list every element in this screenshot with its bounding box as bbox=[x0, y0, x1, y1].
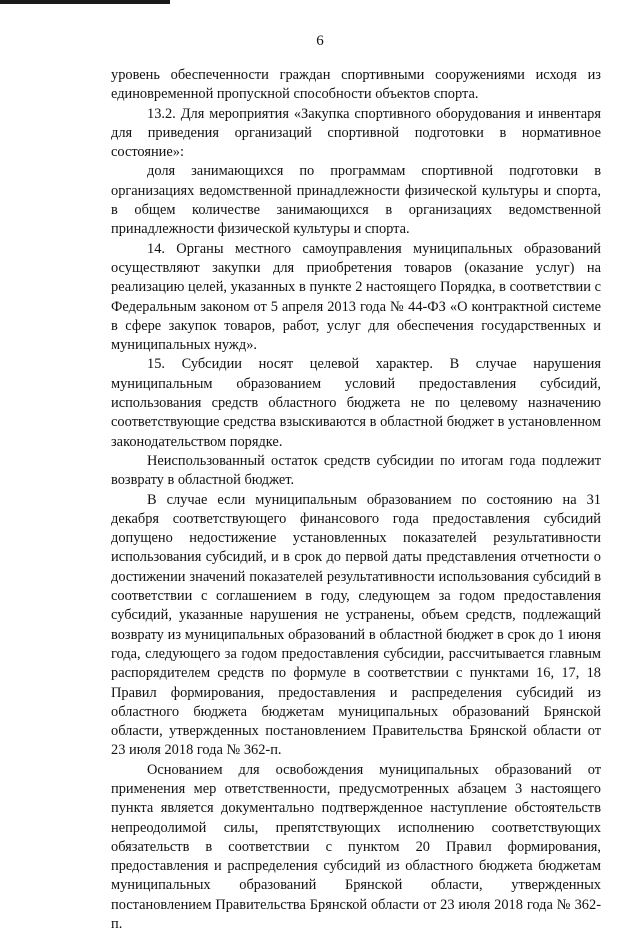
document-body bbox=[111, 66, 601, 934]
paragraph-14: 14. Органы местного самоуправления муниципальных образований осуществляют закупки для приобретения товаров (оказание услуг) на реализацию целей, указанных в пункте 2 настоящего Порядка, в соответствии с Федеральным законом от 5 апреля 2013 года № 44-ФЗ «О контрактной системе в сфере закупок товаров, работ, услуг для обеспечения государственных и муниципальных нужд». bbox=[111, 240, 601, 354]
page-number: 6 bbox=[316, 33, 324, 49]
paragraph-continuation: уровень обеспеченности граждан спортивными сооружениями исходя из единовременной пропускной способности объектов спорта. bbox=[111, 67, 601, 103]
paragraph-13-2-indicator: доля занимающихся по программам спортивной подготовки в организациях ведомственной принадлежности физической культуры и спорта, в общем количестве занимающихся в организациях ведомственной принадлежности физической культуры и спорта. bbox=[111, 163, 601, 238]
paragraph-15: 15. Субсидии носят целевой характер. В случае нарушения муниципальным образованием условий предоставления субсидий, использования средств областного бюджета не по целевому назначению соответствующие средства взыскиваются в областной бюджет в установленном законодательством порядке. bbox=[111, 356, 601, 450]
paragraph-non-achievement: В случае если муниципальным образованием по состоянию на 31 декабря соответствующего финансового года предоставления субсидий допущено недостижение установленных показателей результативности использования субсидий, и в срок до первой даты представления отчетности о достижении значений показателей результативности использования субсидий в соответствии с соглашением в году, следующем за годом предоставления субсидий, указанные нарушения не устранены, объем средств, подлежащий возврату из муниципальных образований в областной бюджет в срок до 1 июня года, следующего за годом предоставления субсидии, рассчитывается главным распорядителем средств по формуле в соответствии с пунктами 16, 17, 18 Правил формирования, предоставления и распределения субсидий из областного бюджета бюджетам муниципальных образований Брянской области, утвержденных постановлением Правительства Брянской области от 23 июля 2018 года № 362-п. bbox=[111, 491, 601, 759]
paragraph-unused-balance: Неиспользованный остаток средств субсидии по итогам года подлежит возврату в областной бюджет. bbox=[111, 452, 601, 489]
paragraph-13-2: 13.2. Для мероприятия «Закупка спортивного оборудования и инвентаря для приведения организаций спортивной подготовки в нормативное состояние»: bbox=[111, 105, 601, 161]
top-edge-rule bbox=[0, 0, 170, 4]
paragraph-exemption: Основанием для освобождения муниципальных образований от применения мер ответственности, предусмотренных абзацем 3 настоящего пункта является документально подтвержденное наступление обстоятельств непреодолимой силы, препятствующих исполнению соответствующих обязательств в соответствии с пунктом 20 Правил формирования, предоставления и распределения субсидий из областного бюджета бюджетам муниципальных образований Брянской области, утвержденных постановлением Правительства Брянской области от 23 июля 2018 года № 362-п. bbox=[111, 761, 601, 933]
